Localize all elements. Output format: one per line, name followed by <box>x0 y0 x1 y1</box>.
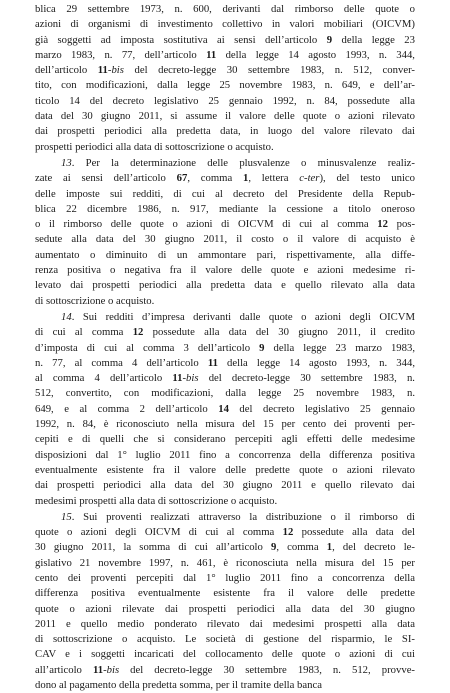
text-line: quote o azioni degli OICVM di cui al comma 12 possedute alla data del <box>35 526 415 539</box>
text-line: all’articolo 11-bis del decreto-legge 30 settembre 1983, n. 512, provve- <box>35 663 415 676</box>
text-line: d’imposta di cui al comma 3 dell’articolo 9 della legge 23 marzo 1983, <box>35 341 416 354</box>
text-line: al comma 4 dell’articolo 11-bis del decreto-legge 30 settembre 1983, n. <box>35 372 415 385</box>
text-line: tito, con modificazioni, dalla legge 25 novembre 1983, n. 649, e dell’ar- <box>35 79 415 92</box>
text-line: marzo 1983, n. 77, dell’articolo 11 della legge 14 agosto 1993, n. 344, <box>35 48 415 61</box>
text-line: di cui al comma 12 possedute alla data del 30 giugno 2011, il credito <box>35 326 415 339</box>
text-line: renza positiva o negativa fra il valore delle quote e azioni medesime ri- <box>35 264 415 277</box>
paragraph <box>35 510 415 693</box>
text-line: zate ai sensi dell’articolo 67, comma 1, lettera c-ter), del testo unico <box>35 172 415 185</box>
text-line: 30 giugno 2011, la somma di cui all’articolo 9, comma 1, del decreto le- <box>35 541 415 554</box>
text-line: CAV e i soggetti incaricati del collocamento delle quote o azioni di cui <box>35 648 415 661</box>
paragraph <box>35 310 415 509</box>
text-line: dai prospetti periodici alla predetta data, in luogo del valore rilevato dai <box>35 125 415 138</box>
text-line: blica 22 dicembre 1986, n. 917, mediante la cessione a titolo oneroso <box>35 202 415 215</box>
text-line: 14. Sui redditi d’impresa derivanti dalle quote o azioni degli OICVM <box>61 310 415 323</box>
text-line: cepiti e di quelli che si considerano percepiti agli effetti delle medesime <box>35 433 415 446</box>
text-line: 649, e al comma 2 dell’articolo 14 del decreto legislativo 25 gennaio <box>35 402 416 415</box>
text-line: 1992, n. 84, è riconosciuto nella misura del 15 per cento dei proventi per- <box>35 418 415 431</box>
text-line: di sottoscrizione o acquisto. <box>35 294 155 307</box>
text-line: aumentato o diminuito di un ammontare pari, rispettivamente, alla diffe- <box>35 248 415 261</box>
text-line: di sottoscrizione o acquisto. Le società di gestione del risparmio, le SI- <box>35 633 415 646</box>
text-line: già soggetti ad imposta sostitutiva ai sensi dell’articolo 9 della legge 23 <box>35 33 415 46</box>
text-line: data del 30 giugno 2011, si assume il valore delle quote o azioni rilevato <box>35 110 415 123</box>
text-line: delle imposte sui redditi, di cui al decreto del Presidente della Repub- <box>35 187 415 200</box>
paragraph <box>35 2 415 155</box>
text-line: 512, convertito, con modificazioni, dalla legge 25 novembre 1983, n. <box>35 387 415 400</box>
text-line: dono al pagamento della predetta somma, per il tramite della banca <box>35 679 322 692</box>
text-line: 2011 e quello medio ponderato rilevato dai medesimi prospetti alla data <box>35 617 415 630</box>
text-line: disposizioni dal 1° luglio 2011 fino a concorrenza della differenza positiva <box>35 448 415 461</box>
paragraph <box>35 156 415 309</box>
text-line: blica 29 settembre 1973, n. 600, derivanti dal rimborso delle quote o <box>35 3 415 15</box>
text-line: cento dei proventi percepiti dal 1° luglio 2011 fino a concorrenza della <box>35 571 415 584</box>
text-line: levato dai prospetti periodici alla predetta data e quello rilevato alla data <box>35 279 415 292</box>
text-line: sedute alla data del 30 giugno 2011, il costo o il valore di acquisto è <box>35 233 415 246</box>
text-line: prospetti periodici alla data di sottoscrizione o acquisto. <box>35 140 274 153</box>
text-line: gislativo 21 novembre 1997, n. 461, è riconosciuta nella misura del 15 per <box>35 556 415 569</box>
text-line: dai prospetti periodici alla data del 30 giugno 2011 e quello rilevato dai <box>35 479 415 492</box>
text-line: medesimi prospetti alla data di sottoscrizione o acquisto. <box>35 494 278 507</box>
text-line: eventualmente esistente fra il valore delle predette quote o azioni rilevato <box>35 463 415 476</box>
text-line: differenza positiva eventualmente esistente fra il valore delle predette <box>35 587 415 600</box>
text-line: quote o azioni rilevate dai prospetti periodici alla data del 30 giugno <box>35 602 415 615</box>
text-line: ticolo 14 del decreto legislativo 25 gennaio 1992, n. 84, possedute alla <box>35 94 415 107</box>
text-line: 15. Sui proventi realizzati attraverso la distribuzione o il rimborso di <box>61 510 415 523</box>
text-line: 13. Per la determinazione delle plusvalenze o minusvalenze realiz- <box>61 156 415 169</box>
text-line: dell’articolo 11-bis del decreto-legge 30 settembre 1983, n. 512, conver- <box>35 64 415 77</box>
text-line: azioni di organismi di investimento collettivo in valori mobiliari (OICVM) <box>35 18 415 31</box>
text-line: n. 77, al comma 4 dell’articolo 11 della legge 14 agosto 1993, n. 344, <box>35 356 415 369</box>
text-line: o il rimborso delle quote o azioni di OICVM di cui al comma 12 pos- <box>35 218 416 231</box>
